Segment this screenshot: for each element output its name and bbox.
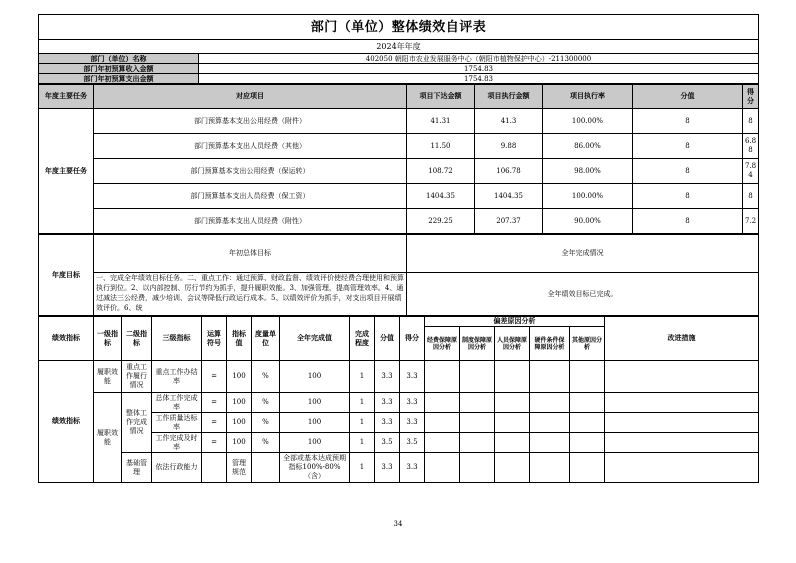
perf-actual: 100 [280, 413, 350, 433]
perf-dev-cell [570, 393, 605, 413]
perf-header-level3: 三级指标 [152, 317, 202, 361]
perf-l2: 重点工作履行情况 [122, 361, 152, 393]
perf-op [202, 453, 227, 483]
perf-dev-cell [460, 433, 495, 453]
perf-dev-cell [570, 413, 605, 433]
perf-dev-cell [530, 413, 570, 433]
perf-header-degree: 完成程度 [350, 317, 375, 361]
task-score: 8 [743, 184, 759, 209]
perf-header-unit: 度量单位 [252, 317, 280, 361]
task-score: 8 [743, 109, 759, 134]
perf-improve-cell [605, 433, 759, 453]
task-table [38, 84, 759, 234]
task-header-score: 得分 [743, 85, 759, 109]
perf-dev-hardware: 硬件条件保障原因分析 [530, 327, 570, 361]
perf-score: 3.3 [400, 453, 425, 483]
perf-val: 100 [227, 433, 252, 453]
perf-weight: 3.3 [375, 361, 400, 393]
perf-header-improve: 改进措施 [605, 317, 759, 361]
task-item: 部门预算基本支出公用经费（保运转） [94, 159, 407, 184]
perf-dev-cell [495, 433, 530, 453]
perf-dev-cell [425, 393, 460, 413]
header-table [38, 14, 759, 39]
task-item: 部门预算基本支出人员经费（其他） [94, 134, 407, 159]
perf-improve-cell [605, 393, 759, 413]
perf-weight: 3.3 [375, 453, 400, 483]
perf-l3: 总体工作完成率 [152, 393, 202, 413]
perf-val: 100 [227, 361, 252, 393]
task-executed: 9.88 [475, 134, 543, 159]
perf-dev-cell [495, 393, 530, 413]
perf-dev-cell [570, 433, 605, 453]
perf-header-level2: 二级指标 [122, 317, 152, 361]
task-header-issued: 项目下达金额 [407, 85, 475, 109]
task-header-task: 年度主要任务 [39, 85, 94, 109]
task-header-executed: 项目执行金额 [475, 85, 543, 109]
perf-dev-cell [495, 453, 530, 483]
task-issued: 11.50 [407, 134, 475, 159]
goal-table [38, 234, 759, 316]
perf-unit: % [252, 413, 280, 433]
expense-label: 部门年初预算支出金额 [39, 74, 199, 84]
perf-header-weight: 分值 [375, 317, 400, 361]
self-evaluation-sheet [38, 14, 758, 483]
goal-label: 年度目标 [39, 235, 94, 316]
perf-dev-cell [570, 361, 605, 393]
perf-dev-cell [425, 433, 460, 453]
perf-degree: 1 [350, 393, 375, 413]
perf-dev-cell [460, 453, 495, 483]
perf-dev-cell [425, 413, 460, 433]
task-executed: 106.78 [475, 159, 543, 184]
perf-dev-cell [425, 361, 460, 393]
perf-val: 管理规范 [227, 453, 252, 483]
perf-degree: 1 [350, 413, 375, 433]
perf-dev-cell [495, 361, 530, 393]
perf-score: 3.3 [400, 413, 425, 433]
task-group-label: 年度主要任务 [39, 109, 94, 234]
perf-weight: 3.3 [375, 393, 400, 413]
perf-dev-staff: 人员保障原因分析 [495, 327, 530, 361]
perf-l2: 基础管理 [122, 453, 152, 483]
perf-weight: 3.3 [375, 413, 400, 433]
perf-improve-cell [605, 453, 759, 483]
goal-initial-text: 一、完成全年绩效目标任务。二、重点工作：通过预算、财政监督、绩效评价使经费合理使用和预算执行到位。2、以内部控制、厉行节约为抓手，提升履职效能。3、加强管理，提高管理效率。4、通过减法三公经费，减少培训、会议等降低行政运行成本。5、以绩效评价为抓手，对支出项目开展绩效评价。6、统 [94, 273, 407, 316]
task-executed: 207.37 [475, 209, 543, 234]
task-issued: 41.31 [407, 109, 475, 134]
perf-dev-cell [530, 393, 570, 413]
page-number: 34 [393, 520, 403, 528]
task-issued: 108.72 [407, 159, 475, 184]
income-value: 1754.83 [199, 64, 759, 74]
info-table [38, 39, 759, 84]
task-executed: 1404.35 [475, 184, 543, 209]
task-rate: 86.00% [543, 134, 633, 159]
perf-header-value: 指标值 [227, 317, 252, 361]
task-weight: 8 [633, 159, 743, 184]
task-issued: 229.25 [407, 209, 475, 234]
perf-improve-cell [605, 413, 759, 433]
perf-weight: 3.5 [375, 433, 400, 453]
perf-group-label: 绩效指标 [39, 361, 94, 483]
perf-dev-funding: 经费保障原因分析 [425, 327, 460, 361]
goal-initial-header: 年初总体目标 [94, 235, 407, 273]
perf-header-score: 得分 [400, 317, 425, 361]
perf-l3: 重点工作办结率 [152, 361, 202, 393]
perf-unit: % [252, 393, 280, 413]
perf-dev-cell [425, 453, 460, 483]
perf-actual: 全部或基本达成预期指标100%-80%（含） [280, 453, 350, 483]
expense-value: 1754.83 [199, 74, 759, 84]
task-rate: 100.00% [543, 109, 633, 134]
perf-op: = [202, 413, 227, 433]
task-weight: 8 [633, 134, 743, 159]
income-label: 部门年初预算收入金额 [39, 64, 199, 74]
perf-score: 3.5 [400, 433, 425, 453]
task-rate: 100.00% [543, 184, 633, 209]
perf-degree: 1 [350, 433, 375, 453]
perf-dev-cell [460, 361, 495, 393]
goal-actual-header: 全年完成情况 [407, 235, 759, 273]
perf-dev-cell [460, 413, 495, 433]
perf-score: 3.3 [400, 393, 425, 413]
perf-l3: 工作完成及时率 [152, 433, 202, 453]
perf-actual: 100 [280, 393, 350, 413]
perf-l1: 履职效能 [94, 361, 122, 393]
perf-unit: % [252, 361, 280, 393]
page-title: 部门（单位）整体绩效自评表 [39, 15, 759, 40]
perf-op: = [202, 393, 227, 413]
task-item: 部门预算基本支出公用经费（附件） [94, 109, 407, 134]
perf-l3: 依法行政能力 [152, 453, 202, 483]
perf-degree: 1 [350, 453, 375, 483]
goal-actual-text: 全年绩效目标已完成。 [407, 273, 759, 316]
task-rate: 98.00% [543, 159, 633, 184]
year-label: 2024年年度 [39, 40, 759, 54]
perf-val: 100 [227, 393, 252, 413]
perf-header-deviation: 偏差原因分析 [425, 317, 605, 327]
perf-dev-cell [530, 361, 570, 393]
task-rate: 90.00% [543, 209, 633, 234]
dept-name-label: 部门（单位）名称 [39, 54, 199, 64]
perf-degree: 1 [350, 361, 375, 393]
task-header-item: 对应项目 [94, 85, 407, 109]
performance-table [38, 316, 759, 483]
task-header-rate: 项目执行率 [543, 85, 633, 109]
perf-header-op: 运算符号 [202, 317, 227, 361]
perf-val: 100 [227, 413, 252, 433]
task-score: 6.8 8 [743, 134, 759, 159]
perf-unit [252, 453, 280, 483]
perf-op: = [202, 433, 227, 453]
task-weight: 8 [633, 209, 743, 234]
task-header-weight: 分值 [633, 85, 743, 109]
perf-dev-system: 制度保障原因分析 [460, 327, 495, 361]
task-score: 7.8 4 [743, 159, 759, 184]
task-weight: 8 [633, 109, 743, 134]
perf-header-level1: 一级指标 [94, 317, 122, 361]
task-weight: 8 [633, 184, 743, 209]
task-issued: 1404.35 [407, 184, 475, 209]
perf-dev-other: 其他原因分析 [570, 327, 605, 361]
perf-header-actual: 全年完成值 [280, 317, 350, 361]
perf-header-indicator: 绩效指标 [39, 317, 94, 361]
task-executed: 41.3 [475, 109, 543, 134]
perf-l3: 工作质量达标率 [152, 413, 202, 433]
perf-dev-cell [460, 393, 495, 413]
perf-dev-cell [530, 433, 570, 453]
perf-l1: 履职效能 [94, 393, 122, 483]
dept-name-value: 402050 朝阳市农业发展服务中心（朝阳市植物保护中心）-211300000 [199, 54, 759, 64]
task-score: 7.2 [743, 209, 759, 234]
perf-dev-cell [495, 413, 530, 433]
perf-dev-cell [530, 453, 570, 483]
perf-score: 3.3 [400, 361, 425, 393]
perf-actual: 100 [280, 361, 350, 393]
perf-l2: 整体工作完成情况 [122, 393, 152, 453]
perf-unit: % [252, 433, 280, 453]
perf-actual: 100 [280, 433, 350, 453]
perf-improve-cell [605, 361, 759, 393]
task-item: 部门预算基本支出人员经费（保工资） [94, 184, 407, 209]
perf-dev-cell [570, 453, 605, 483]
perf-op: = [202, 361, 227, 393]
task-item: 部门预算基本支出人员经费（附性） [94, 209, 407, 234]
